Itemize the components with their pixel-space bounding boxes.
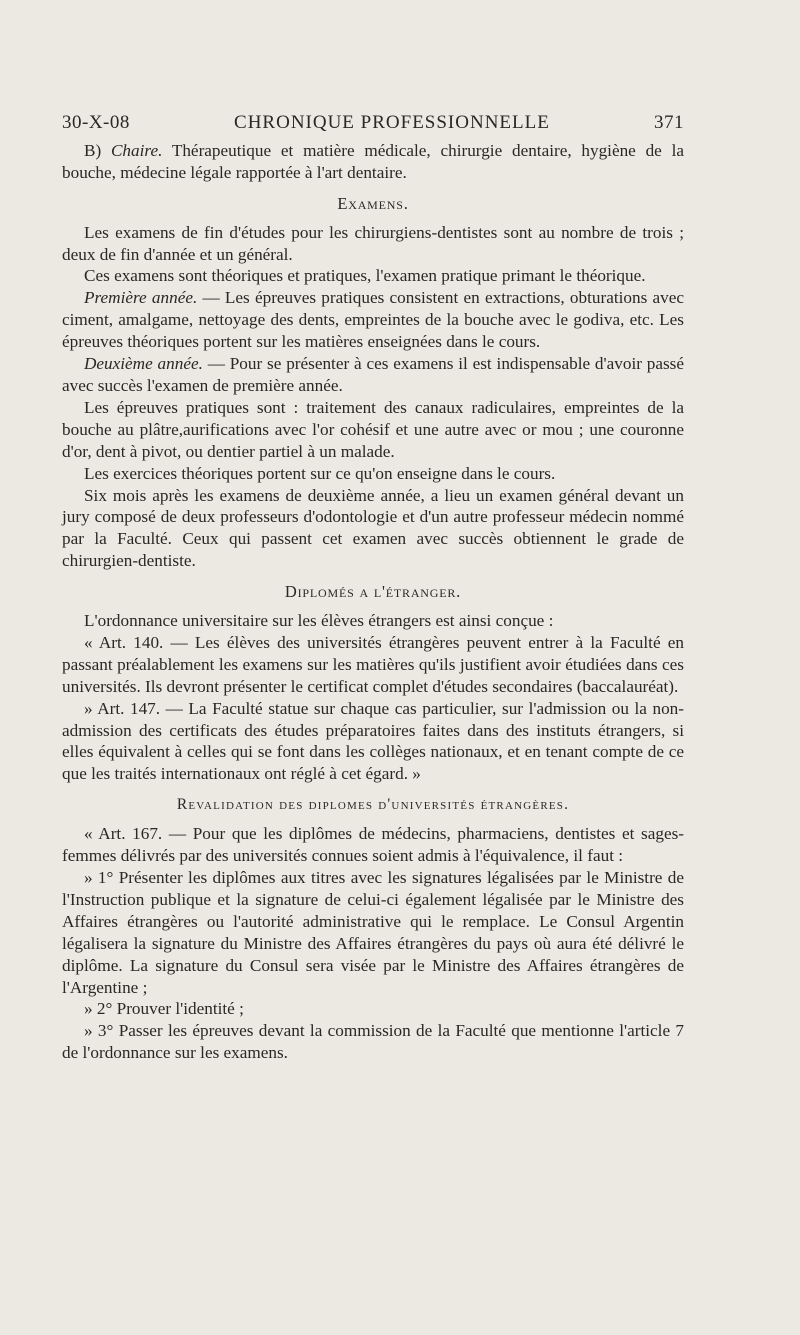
page-number: 371 xyxy=(654,112,684,133)
section-heading-diplomes: Diplomés a l'étranger. xyxy=(284,582,462,602)
paragraph-deuxieme-annee xyxy=(62,353,684,397)
paragraph-art-167: « Art. 167. — Pour que les diplômes de médecins, pharmaciens, dentistes et sages-femmes délivrés par des universités connues soient admis à l'équivalence, il faut : xyxy=(62,824,684,866)
section-heading-revalidation: Revalidation des diplomes d'universités étrangères. xyxy=(176,796,570,814)
paragraph-art-140: « Art. 140. — Les élèves des universités étrangères peuvent entrer à la Faculté en passant préalablement les examens sur les matières qu'ils justifient avoir étudiées dans ces universités. Ils devront présenter le certificat complet d'études secondaires (baccalauréat). xyxy=(62,632,684,696)
section-heading-examens: Examens. xyxy=(337,193,409,213)
running-header xyxy=(62,112,684,134)
paragraph-epreuves: Les épreuves pratiques sont : traitement des canaux radiculaires, empreintes de la bouche au plâtre,aurifications avec l'or cohésif et une autre avec or mou ; une couronne d'or, dent à pivot, ou dentier partiel à un malade. xyxy=(62,397,684,461)
paragraph-item-2: » 2° Prouver l'identité ; xyxy=(84,999,244,1019)
paragraph-ordonnance: L'ordonnance universitaire sur les élèves étrangers est ainsi conçue : xyxy=(84,611,554,631)
header-date: 30-X-08 xyxy=(62,112,130,133)
paragraph-premiere-annee xyxy=(62,287,684,353)
paragraph-examens-2: Ces examens sont théoriques et pratiques, l'examen pratique primant le théorique. xyxy=(84,266,646,286)
item-label: B) xyxy=(84,140,111,160)
paragraph-six-mois: Six mois après les examens de deuxième année, a lieu un examen général devant un jury composé de deux professeurs d'odontologie et d'un autre professeur médecin nommé par la Faculté. Ceux qui passent cet examen avec succès obtiennent le grade de chirurgien-dentiste. xyxy=(62,485,684,571)
document-page xyxy=(62,112,684,1064)
chaire-text: Thérapeutique et matière médicale, chirurgie dentaire, hygiène de la bouche, médecine légale rapportée à l'art dentaire. xyxy=(62,140,684,182)
paragraph-examens-1: Les examens de fin d'études pour les chirurgiens-dentistes sont au nombre de trois ; deux de fin d'année et un général. xyxy=(62,222,684,264)
deuxieme-annee-label: Deuxième année. xyxy=(84,354,203,374)
premiere-annee-text: — Les épreuves pratiques consistent en extractions, obturations avec ciment, amalgame, nettoyage des dents, empreintes de la bouche avec le godiva, etc. Les épreuves théoriques portent sur les matières enseignées dans le cours. xyxy=(62,288,684,352)
header-title: CHRONIQUE PROFESSIONNELLE xyxy=(234,112,550,133)
paragraph-chaire xyxy=(62,140,684,184)
chaire-label: Chaire. xyxy=(110,140,163,160)
deuxieme-annee-text: — Pour se présenter à ces examens il est indispensable d'avoir passé avec succès l'examen de première année. xyxy=(62,354,684,395)
paragraph-item-1: » 1° Présenter les diplômes aux titres avec les signatures légalisées par le Ministre de l'Instruction publique et la signature de celui-ci également légalisée par le Ministre des Affaires étrangères ou l'autorité administrative qui le remplace. Le Consul Argentin légalisera la signature du Ministre des Affaires étrangères du pays où aura été délivré le diplôme. La signature du Consul sera visée par le Ministre des Affaires étrangères de l'Argentine ; xyxy=(62,868,684,997)
paragraph-item-3: » 3° Passer les épreuves devant la commission de la Faculté que mentionne l'article 7 de l'ordonnance sur les examens. xyxy=(62,1021,684,1063)
paragraph-exercices: Les exercices théoriques portent sur ce qu'on enseigne dans le cours. xyxy=(84,463,556,483)
premiere-annee-label: Première année. xyxy=(84,288,198,308)
paragraph-art-147: » Art. 147. — La Faculté statue sur chaque cas particulier, sur l'admission ou la non-admission des certificats des études préparatoires faites dans des instituts étrangers, si elles équivalent à celles qui se font dans les collèges nationaux, et en tenant compte de ce que les traités internationaux ont réglé à cet égard. » xyxy=(62,698,684,784)
